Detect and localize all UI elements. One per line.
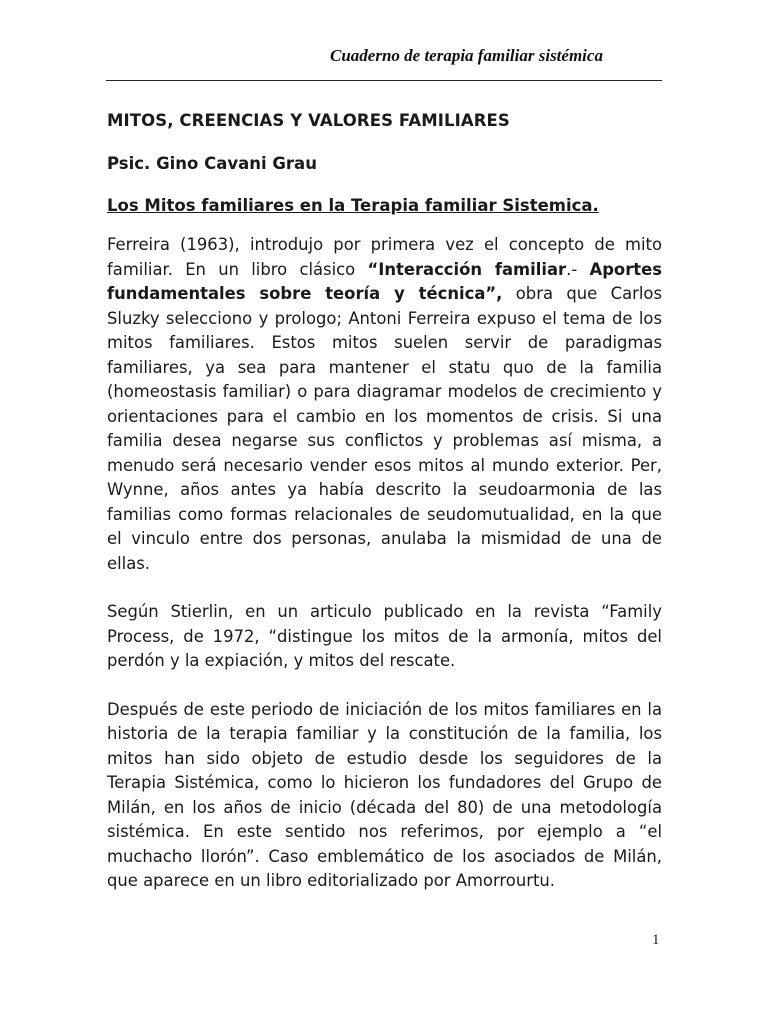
running-header: Cuaderno de terapia familiar sistémica xyxy=(330,46,603,65)
section-title: Los Mitos familiares en la Terapia familiar Sistemica. xyxy=(107,196,599,215)
book-title-part-a: “Interacción familiar xyxy=(367,259,567,279)
book-title-part-b: Aportes fundamentales sobre teoría y técnica xyxy=(107,259,662,303)
paragraph-text: Ferreira (1963), introdujo por primera vez el concepto de mito familiar. En un libro clásico xyxy=(107,235,662,279)
author-line: Psic. Gino Cavani Grau xyxy=(107,154,317,173)
paragraph-text: obra que Carlos Sluzky selecciono y prologo; Antoni Ferreira expuso el tema de los mitos familiares. Estos mitos suelen servir de paradigmas familiares, ya sea para mantener el statu quo de la familia (homeostasis familiar) o para diagramar modelos de crecimiento y orientaciones para el cambio en los momentos de crisis. Si una familia desea negarse sus conflictos y problemas así misma, a menudo será necesario vender esos mitos al mundo exterior. Per, Wynne, años antes ya había descrito la seudoarmonia de las familias como formas relacionales de seudomutualidad, en la que el vinculo entre dos personas, anulaba la mismidad de una de ellas. xyxy=(107,284,662,573)
book-title-separator: .- xyxy=(566,259,590,279)
paragraph-ferreira xyxy=(107,233,662,576)
document-title: MITOS, CREENCIAS Y VALORES FAMILIARES xyxy=(107,111,510,130)
paragraph-stierlin: Según Stierlin, en un articulo publicado en la revista “Family Process, de 1972, “distingue los mitos de la armonía, mitos del perdón y la expiación, y mitos del rescate. xyxy=(107,602,662,670)
paragraph-milan: Después de este periodo de iniciación de los mitos familiares en la historia de la terapia familiar y la constitución de la familia, los mitos han sido objeto de estudio desde los seguidores de la Terapia Sistémica, como lo hicieron los fundadores del Grupo de Milán, en los años de inicio (década del 80) de una metodología sistémica. En este sentido nos referimos, por ejemplo a “el muchacho llorón”. Caso emblemático de los asociados de Milán, que aparece en un libro editorializado por Amorrourtu. xyxy=(107,699,662,890)
book-title-close: ”, xyxy=(485,284,503,303)
page-content xyxy=(107,111,662,894)
header-divider xyxy=(106,80,662,81)
page-number: 1 xyxy=(652,932,660,948)
